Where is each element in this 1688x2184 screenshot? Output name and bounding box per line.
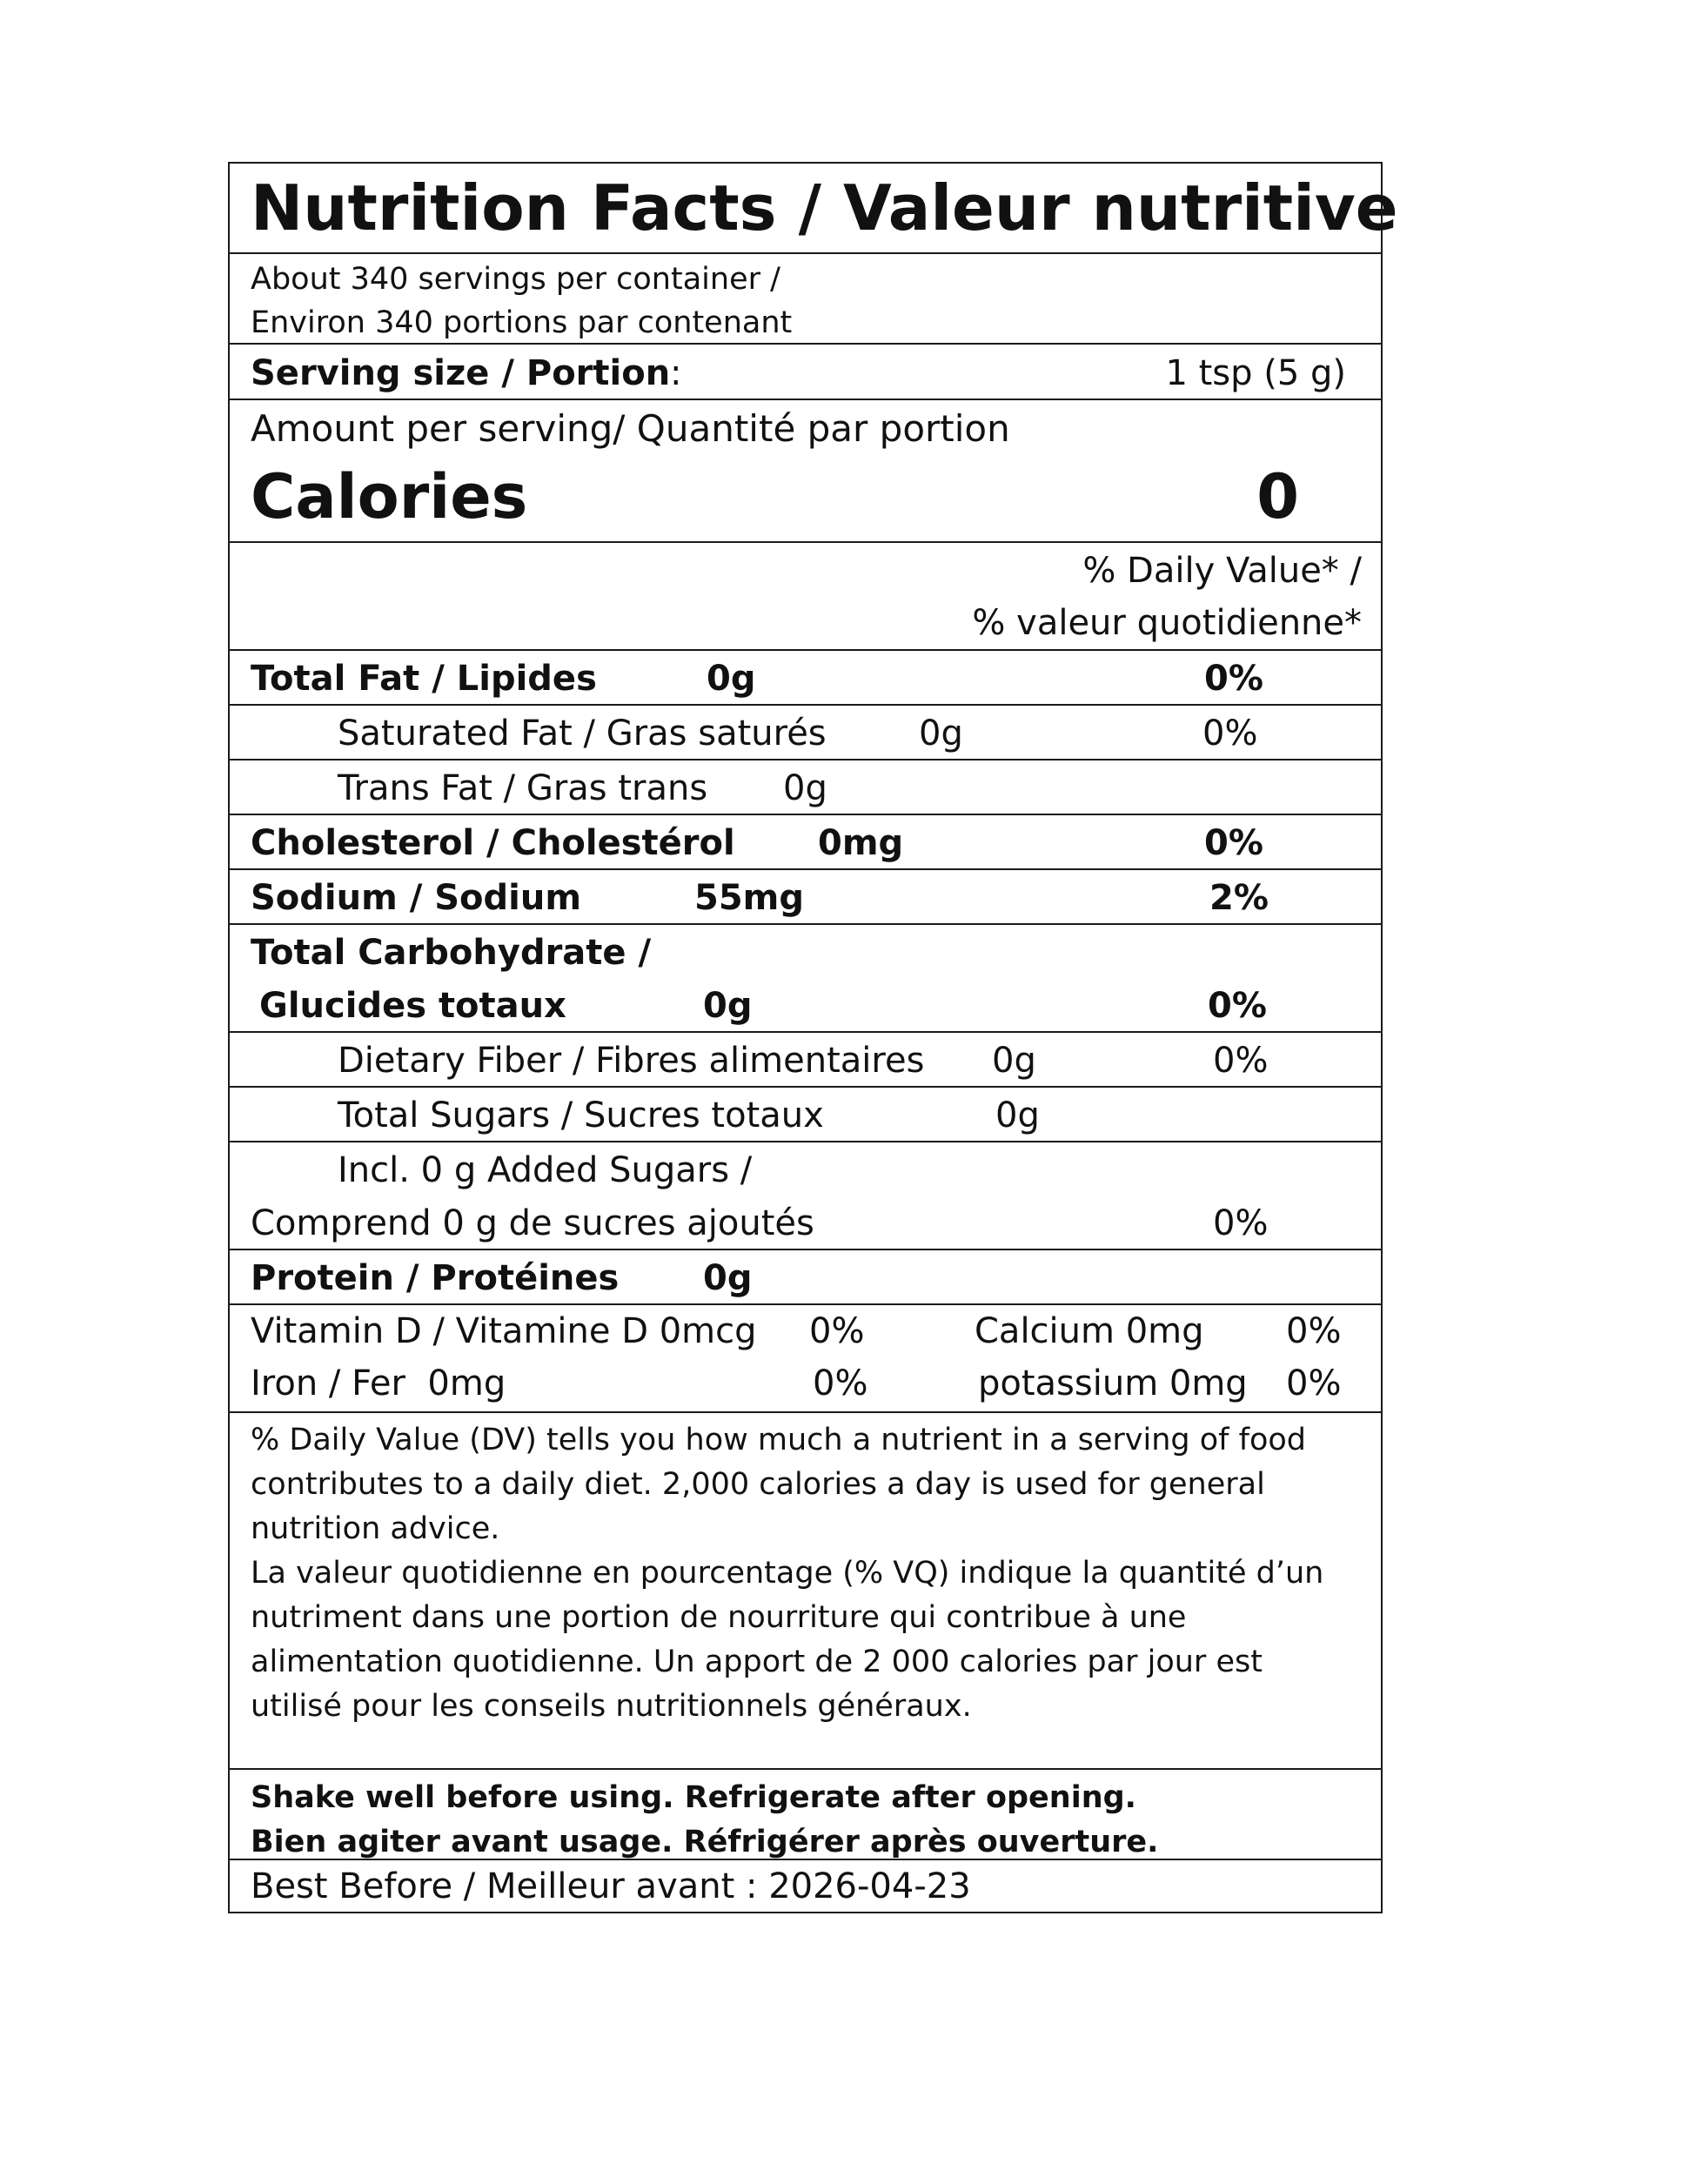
serving-size-value: 1 tsp (5 g) [1165,353,1346,393]
total-sugars-amount: 0g [995,1095,1040,1136]
added-sugars-dv: 0% [1213,1203,1269,1243]
serving-size-row [230,345,1381,400]
label-title: Nutrition Facts / Valeur nutritive [251,171,1398,245]
calories-row [230,400,1381,543]
potassium-dv: 0% [1286,1363,1342,1404]
dietary-fiber-label: Dietary Fiber / Fibres alimentaires [338,1041,925,1081]
nutrition-facts-label [228,162,1398,1913]
footnote-en: % Daily Value (DV) tells you how much a nutrient in a serving of food contributes to a daily diet. 2,000 calories a day is used for general nutrition advice. [251,1423,1306,1546]
nutrient-row-trans-fat [230,760,1381,815]
calories-value: 0 [1256,461,1299,533]
nutrient-row-sodium [230,870,1381,925]
iron-dv: 0% [813,1363,868,1404]
vitamin-d-dv: 0% [809,1311,865,1351]
nutrient-row-total-fat [230,651,1381,706]
servings-per-container-fr: Environ 340 portions par contenant [251,305,793,340]
cholesterol-label: Cholesterol / Cholestérol [251,823,735,863]
serving-size-label: Serving size / Portion [251,353,671,393]
total-sugars-label: Total Sugars / Sucres totaux [338,1095,824,1136]
total-fat-amount: 0g [707,659,756,699]
servings-row [230,254,1381,345]
sodium-dv: 2% [1209,878,1269,918]
nutrient-row-total-sugars [230,1088,1381,1142]
sodium-label: Sodium / Sodium [251,878,582,918]
calcium-dv: 0% [1286,1311,1342,1351]
total-carb-label-fr: Glucides totaux [259,986,566,1026]
best-before-row [230,1860,1381,1913]
trans-fat-amount: 0g [783,768,827,808]
total-carb-label-en: Total Carbohydrate / [251,933,652,973]
amount-per-serving: Amount per serving/ Quantité par portion [251,407,1010,450]
footnote-fr: La valeur quotidienne en pourcentage (% VQ) indique la quantité d’un nutriment dans une portion de nourriture qui contribue à une alimentation quotidienne. Un apport de 2 000 calories par jour est utilisé pour les conseils nutritionnels généraux. [251,1556,1324,1724]
saturated-fat-label: Saturated Fat / Gras saturés [338,713,827,754]
calcium-label: Calcium 0mg [975,1311,1204,1351]
cholesterol-dv: 0% [1204,823,1263,863]
sodium-amount: 55mg [694,878,804,918]
protein-amount: 0g [703,1258,753,1298]
total-fat-dv: 0% [1204,659,1263,699]
potassium-label: potassium 0mg [978,1363,1248,1404]
trans-fat-label: Trans Fat / Gras trans [338,768,708,808]
footnote-row [230,1413,1381,1770]
saturated-fat-dv: 0% [1202,713,1258,754]
total-fat-label: Total Fat / Lipides [251,659,597,699]
daily-value-header-en: % Daily Value* / [1082,551,1362,591]
nutrient-row-cholesterol [230,815,1381,870]
instructions-row [230,1770,1381,1860]
dietary-fiber-amount: 0g [992,1041,1036,1081]
total-carb-dv: 0% [1208,986,1267,1026]
dietary-fiber-dv: 0% [1213,1041,1269,1081]
cholesterol-amount: 0mg [818,823,904,863]
instructions-fr: Bien agiter avant usage. Réfrigérer après ouverture. [251,1825,1159,1859]
nutrient-row-total-carbohydrate [230,925,1381,1033]
vitamin-d-label: Vitamin D / Vitamine D 0mcg [251,1311,757,1351]
serving-size-colon: : [670,353,682,393]
nutrient-row-protein [230,1250,1381,1305]
vitamins-minerals-row [230,1305,1381,1413]
nutrient-row-dietary-fiber [230,1033,1381,1088]
title-row [230,164,1398,254]
total-carb-amount: 0g [703,986,753,1026]
servings-per-container-en: About 340 servings per container / [251,262,780,297]
added-sugars-label-en: Incl. 0 g Added Sugars / [338,1150,753,1190]
calories-label: Calories [251,461,528,533]
protein-label: Protein / Protéines [251,1258,620,1298]
daily-value-header-row [230,543,1381,651]
added-sugars-label-fr: Comprend 0 g de sucres ajoutés [251,1203,814,1243]
nutrient-row-saturated-fat [230,706,1381,760]
best-before: Best Before / Meilleur avant : 2026-04-23 [251,1866,971,1906]
instructions-en: Shake well before using. Refrigerate after opening. [251,1780,1136,1815]
daily-value-header-fr: % valeur quotidienne* [972,603,1362,643]
iron-label: Iron / Fer 0mg [251,1363,506,1404]
nutrient-row-added-sugars [230,1142,1381,1250]
saturated-fat-amount: 0g [919,713,963,754]
